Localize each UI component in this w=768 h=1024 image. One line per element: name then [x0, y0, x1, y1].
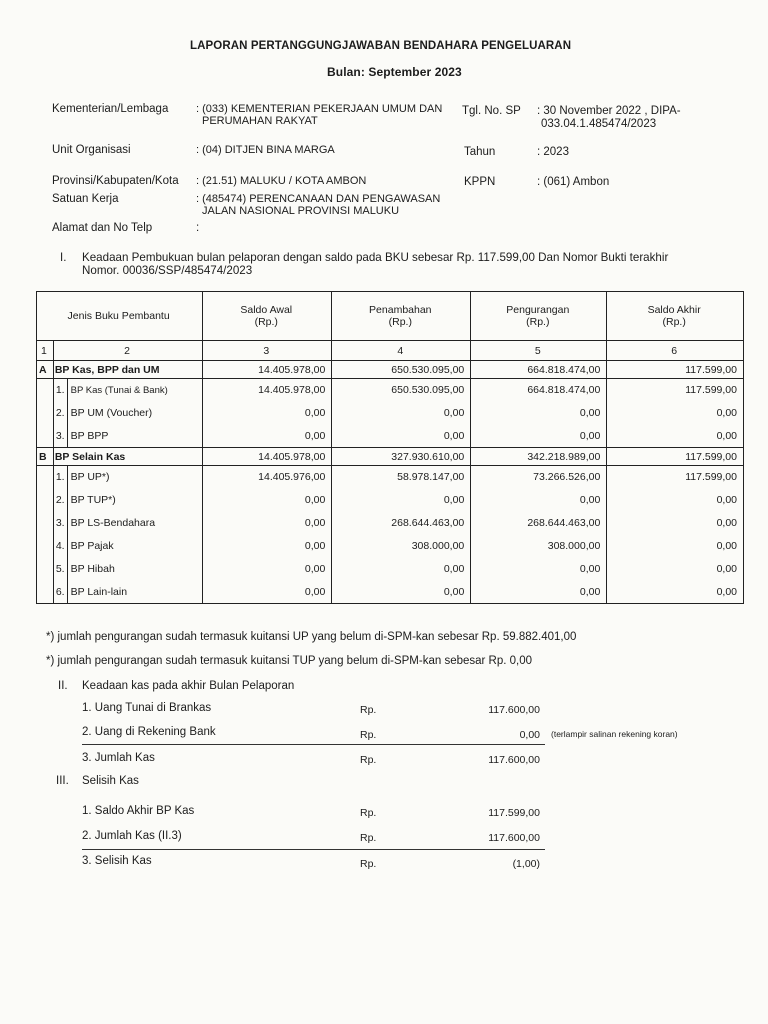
row-value: 14.405.976,00: [203, 466, 332, 489]
s2-row2-currency: Rp.: [360, 729, 377, 741]
s3-row2-currency: Rp.: [360, 832, 377, 844]
group-value: 117.599,00: [685, 450, 737, 463]
group-value: 14.405.978,00: [203, 361, 332, 379]
row-value: 0,00: [716, 429, 737, 442]
row-value: 0,00: [203, 402, 332, 425]
row-name: BP UP*): [67, 466, 203, 489]
row-number: 2.: [53, 402, 67, 425]
column-number-row: [37, 341, 744, 361]
row-value: 0,00: [332, 402, 471, 425]
row-number: 4.: [53, 535, 67, 558]
tgl-sp-value-2: 033.04.1.485474/2023: [541, 118, 657, 130]
table-row: [37, 402, 744, 425]
row-value: 0,00: [471, 558, 607, 581]
s2-divider: [82, 744, 545, 745]
kementerian-value-1: : (033) KEMENTERIAN PEKERJAAN UMUM DAN: [196, 103, 443, 115]
row-value: 0,00: [716, 563, 737, 575]
table-row: [37, 581, 744, 604]
header-pengurangan: Pengurangan (Rp.): [471, 292, 607, 341]
unit-value: : (04) DITJEN BINA MARGA: [196, 144, 335, 156]
row-value: 0,00: [203, 535, 332, 558]
row-value: 0,00: [716, 517, 737, 529]
table-row: [37, 379, 744, 402]
s3-row3-currency: Rp.: [360, 858, 377, 870]
tgl-sp-label: Tgl. No. SP: [462, 105, 521, 117]
row-name: BP Pajak: [67, 535, 203, 558]
table-row: [37, 466, 744, 489]
tgl-sp-value-1: : 30 November 2022 , DIPA-: [537, 105, 681, 117]
alamat-value: :: [196, 222, 200, 234]
section2-title: Keadaan kas pada akhir Bulan Pelaporan: [82, 680, 295, 692]
tahun-value: : 2023: [537, 146, 569, 158]
row-name: BP BPP: [67, 425, 203, 448]
s3-row1-value: 117.599,00: [488, 807, 540, 819]
row-name: BP Lain-lain: [67, 581, 203, 604]
header-saldo-awal: Saldo Awal (Rp.): [203, 292, 332, 341]
row-number: 2.: [53, 489, 67, 512]
table-header-row: [37, 292, 744, 341]
row-value: 0,00: [716, 585, 737, 598]
s2-row2-value: 0,00: [519, 729, 540, 741]
row-value: 0,00: [471, 489, 607, 512]
group-value: 327.930.610,00: [332, 448, 471, 466]
section1-roman: I.: [60, 252, 67, 264]
row-value: 0,00: [471, 581, 607, 604]
row-value: 0,00: [203, 425, 332, 448]
s3-row2-value: 117.600,00: [488, 832, 540, 844]
tahun-label: Tahun: [464, 146, 496, 158]
row-value: 0,00: [203, 512, 332, 535]
row-number: 5.: [53, 558, 67, 581]
row-number: 6.: [53, 581, 67, 604]
kementerian-value-2: PERUMAHAN RAKYAT: [202, 115, 318, 127]
group-name: BP Selain Kas: [53, 448, 202, 466]
row-value: 117.599,00: [685, 384, 737, 397]
satker-value-2: JALAN NASIONAL PROVINSI MALUKU: [202, 205, 400, 217]
table-row: [37, 425, 744, 448]
unit-label: Unit Organisasi: [52, 144, 131, 156]
group-value: 664.818.474,00: [471, 361, 607, 379]
satker-label: Satuan Kerja: [52, 193, 119, 205]
row-spacer: [37, 402, 54, 425]
row-value: 650.530.095,00: [332, 379, 471, 402]
row-name: BP UM (Voucher): [67, 402, 203, 425]
s2-row3-value: 117.600,00: [488, 754, 540, 766]
s2-row1-currency: Rp.: [360, 704, 377, 716]
group-value: 650.530.095,00: [332, 361, 471, 379]
table-group-row: [37, 361, 744, 379]
row-value: 0,00: [203, 558, 332, 581]
row-number: 1.: [53, 379, 67, 402]
row-spacer: [37, 379, 54, 402]
alamat-label: Alamat dan No Telp: [52, 222, 153, 234]
row-spacer: [37, 466, 54, 489]
table-row: [37, 512, 744, 535]
colnum: 2: [53, 341, 202, 361]
s2-row2-note: (terlampir salinan rekening koran): [551, 729, 678, 739]
s3-row2-label: 2. Jumlah Kas (II.3): [82, 830, 182, 842]
row-spacer: [37, 425, 54, 448]
row-value: 308.000,00: [332, 535, 471, 558]
table-group-row: [37, 448, 744, 466]
row-spacer: [37, 535, 54, 558]
table-row: [37, 535, 744, 558]
header-saldo-akhir: Saldo Akhir (Rp.): [647, 304, 701, 328]
provinsi-value: : (21.51) MALUKU / KOTA AMBON: [196, 175, 367, 187]
row-name: BP TUP*): [67, 489, 203, 512]
colnum: 3: [203, 341, 332, 361]
row-value: 0,00: [716, 540, 737, 552]
report-title: LAPORAN PERTANGGUNGJAWABAN BENDAHARA PENGELUARAN: [190, 40, 572, 52]
note-up: *) jumlah pengurangan sudah termasuk kuitansi UP yang belum di-SPM-kan sebesar Rp. 59.882.401,00: [46, 631, 577, 643]
row-value: 0,00: [332, 489, 471, 512]
s2-row3-currency: Rp.: [360, 754, 377, 766]
row-value: 0,00: [471, 425, 607, 448]
s2-row3-label: 3. Jumlah Kas: [82, 752, 155, 764]
s2-row2-label: 2. Uang di Rekening Bank: [82, 726, 216, 738]
header-penambahan: Penambahan (Rp.): [332, 292, 471, 341]
s3-row3-value: (1,00): [512, 858, 540, 870]
colnum: 4: [332, 341, 471, 361]
note-tup: *) jumlah pengurangan sudah termasuk kuitansi TUP yang belum di-SPM-kan sebesar Rp. 0,00: [46, 655, 533, 667]
section3-roman: III.: [56, 775, 69, 787]
section1-text-2: Nomor. 00036/SSP/485474/2023: [82, 264, 253, 277]
s3-row1-currency: Rp.: [360, 807, 377, 819]
row-spacer: [37, 489, 54, 512]
kppn-value: : (061) Ambon: [537, 176, 610, 188]
row-spacer: [37, 512, 54, 535]
group-value: 342.218.989,00: [471, 448, 607, 466]
kementerian-label: Kementerian/Lembaga: [52, 103, 169, 115]
section1-text-1: Keadaan Pembukuan bulan pelaporan dengan saldo pada BKU sebesar Rp. 117.599,00 Dan Nomor Bukti terakhir: [82, 251, 669, 264]
row-name: BP Hibah: [67, 558, 203, 581]
row-spacer: [37, 581, 54, 604]
s3-divider: [82, 849, 545, 850]
colnum: 5: [471, 341, 607, 361]
table-row: [37, 489, 744, 512]
row-value: 0,00: [203, 581, 332, 604]
group-value: 14.405.978,00: [203, 448, 332, 466]
row-value: 0,00: [471, 402, 607, 425]
row-value: 268.644.463,00: [471, 512, 607, 535]
satker-value-1: : (485474) PERENCANAAN DAN PENGAWASAN: [196, 193, 441, 205]
section3-title: Selisih Kas: [82, 775, 139, 787]
group-name: BP Kas, BPP dan UM: [53, 361, 202, 379]
row-value: 117.599,00: [685, 471, 737, 484]
table-row: [37, 558, 744, 581]
kppn-label: KPPN: [464, 176, 496, 188]
row-number: 3.: [53, 512, 67, 535]
row-value: 58.978.147,00: [332, 466, 471, 489]
provinsi-label: Provinsi/Kabupaten/Kota: [52, 175, 179, 187]
row-spacer: [37, 558, 54, 581]
group-code: A: [37, 361, 54, 379]
report-month: Bulan: September 2023: [327, 65, 462, 79]
row-value: 14.405.978,00: [203, 379, 332, 402]
colnum: 6: [671, 344, 678, 357]
header-jenis: Jenis Buku Pembantu: [37, 292, 203, 341]
row-value: 0,00: [332, 558, 471, 581]
row-number: 3.: [53, 425, 67, 448]
row-value: 73.266.526,00: [471, 466, 607, 489]
row-number: 1.: [53, 466, 67, 489]
row-value: 308.000,00: [471, 535, 607, 558]
s2-row1-label: 1. Uang Tunai di Brankas: [82, 702, 212, 714]
colnum: 1: [37, 341, 54, 361]
s3-row1-label: 1. Saldo Akhir BP Kas: [82, 805, 195, 817]
row-value: 664.818.474,00: [471, 379, 607, 402]
s2-row1-value: 117.600,00: [488, 704, 540, 716]
row-name: BP LS-Bendahara: [67, 512, 203, 535]
row-value: 0,00: [332, 581, 471, 604]
group-code: B: [37, 448, 54, 466]
bp-table: [36, 291, 744, 604]
row-value: 0,00: [716, 494, 737, 506]
section2-roman: II.: [58, 680, 68, 692]
row-value: 0,00: [203, 489, 332, 512]
row-value: 0,00: [716, 407, 737, 419]
row-value: 0,00: [332, 425, 471, 448]
group-value: 117.599,00: [685, 363, 737, 376]
row-value: 268.644.463,00: [332, 512, 471, 535]
s3-row3-label: 3. Selisih Kas: [82, 855, 152, 867]
row-name: BP Kas (Tunai & Bank): [67, 379, 203, 402]
